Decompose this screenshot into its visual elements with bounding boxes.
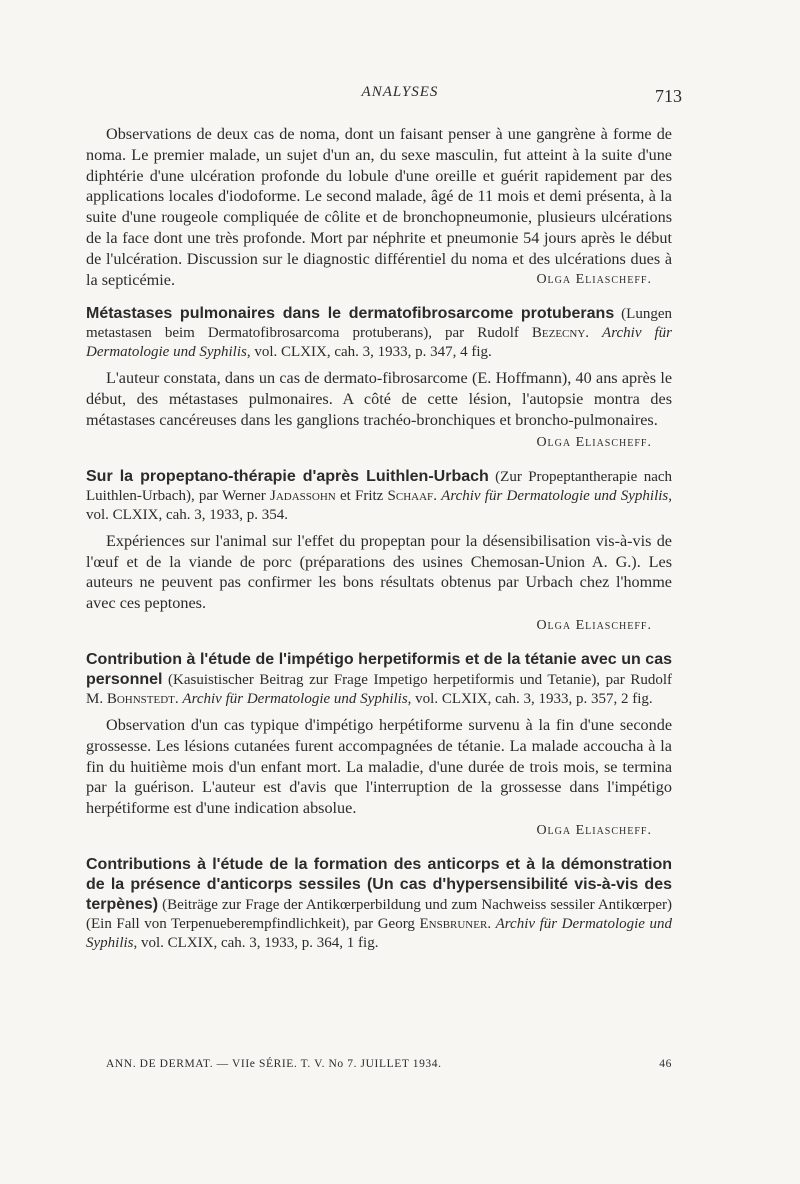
- journal-name: Archiv für Dermatologie und Syphilis: [441, 487, 669, 504]
- title-original: (Beiträge zur Frage der Antikœrperbildung und zum Nachweiss sessiler Antikœrper) (Ein Fall von Terpenueberempfindlichkeit), par Georg: [86, 896, 672, 932]
- page-content: [86, 124, 672, 953]
- title-original: (Zur Propeptantherapie nach Luithlen-Urbach), par Werner: [86, 468, 673, 504]
- title-main: Sur la propeptano-thérapie d'après Luithlen-Urbach: [86, 467, 489, 485]
- author-name: Bohnstedt: [106, 690, 175, 707]
- separator: .: [487, 915, 496, 932]
- journal-name: Archiv für Dermatologie und Syphilis: [182, 690, 408, 707]
- article-title: [86, 650, 672, 709]
- article-signature: Olga Eliascheff.: [536, 434, 652, 450]
- title-original: (Lungen metastasen beim Dermatofibrosarcoma protuberans), par Rudolf: [86, 306, 672, 342]
- title-main: Contributions à l'étude de la formation des anticorps et à la démonstration de la présence d'anticorps sessiles (Un cas d'hypersensibilité vis-à-vis des terpènes): [86, 855, 672, 913]
- author-name: Ensbruner: [419, 915, 488, 932]
- title-original: (Kasuistischer Beitrag zur Frage Impetigo herpetiformis und Tetanie), par Rudolf M.: [86, 671, 672, 707]
- article-title: [86, 855, 672, 953]
- running-head: ANALYSES: [361, 84, 439, 100]
- separator: .: [433, 487, 442, 504]
- article-signature: Olga Eliascheff.: [536, 617, 652, 633]
- journal-name: Archiv für Dermatologie und Syphilis: [86, 915, 672, 951]
- article-body: Observation d'un cas typique d'impétigo herpétiforme survenu à la fin d'une seconde grossesse. Les lésions cutanées furent accompagnées de tétanie. La malade accoucha à la fin du huitième mois d'un enfant mort. La maladie, d'une durée de trois mois, se termina par la guérison. L'auteur est d'avis que l'interruption de la grossesse dans l'impétigo herpétiforme est d'une indication absolue.: [86, 715, 672, 818]
- title-main: Métastases pulmonaires dans le dermatofibrosarcome protuberans: [86, 305, 615, 323]
- article-signature: Olga Eliascheff.: [536, 822, 652, 838]
- article-body: Expériences sur l'animal sur l'effet du propeptan pour la désensibilisation vis-à-vis de l'œuf et de la viande de porc (préparations des usines Chemosan-Union A. G.). Les auteurs ne peuvent pas confirmer les bons résultats obtenus par Urbach chez l'homme avec ces peptones.: [86, 531, 672, 613]
- separator: .: [174, 690, 183, 707]
- article-impetigo: [86, 650, 672, 841]
- author-name: Jadassohn: [270, 487, 336, 504]
- separator: et Fritz: [335, 487, 388, 504]
- title-main: Contribution à l'étude de l'impétigo herpetiformis et de la tétanie avec un cas personnel: [86, 650, 672, 688]
- separator: .: [585, 325, 603, 342]
- reference: , vol. CLXIX, cah. 3, 1933, p. 364, 1 fig.: [133, 934, 379, 951]
- article-anticorps: [86, 855, 672, 953]
- reference: , vol. CLXIX, cah. 3, 1933, p. 354.: [86, 487, 673, 523]
- journal-name: Archiv für Dermatologie und Syphilis: [86, 325, 672, 361]
- intro-abstract: Observations de deux cas de noma, dont un faisant penser à une gangrène à forme de noma. Le premier malade, un sujet d'un an, du sexe masculin, fut atteint à la suite d'une diphtérie d'une ulcération profonde du lobule d'une oreille et guérit rapidement par des applications locales d'iodoforme. Le second malade, âgé de 11 mois et demi présenta, à la suite d'une rougeole compliquée de côlite et de bronchopneumonie, plusieurs ulcérations de la face dont une très profonde. Mort par néphrite et pneumonie 54 jours après le début de l'ulcération. Discussion sur le diagnostic différentiel du noma et des ulcérations dues à la septicémie.: [86, 125, 672, 289]
- reference: , vol. CLXIX, cah. 3, 1933, p. 357, 2 fig.: [407, 690, 653, 707]
- author-name: Bezecny: [531, 325, 586, 342]
- footer-signature-mark: 46: [659, 1058, 672, 1070]
- article-metastases: [86, 304, 672, 452]
- page-footer: [106, 1058, 672, 1070]
- footer-journal-info: ANN. DE DERMAT. — VIIe SÉRIE. T. V. No 7. JUILLET 1934.: [106, 1058, 442, 1070]
- article-propeptano: [86, 467, 672, 636]
- reference: , vol. CLXIX, cah. 3, 1933, p. 347, 4 fig.: [246, 344, 492, 361]
- article-body: L'auteur constata, dans un cas de dermato-fibrosarcome (E. Hoffmann), 40 ans après le début, des métastases pulmonaires. A côté de cette lésion, l'autopsie montra des métastases cancéreuses dans les ganglions trachéo-bronchiques et broncho-pulmonaires.: [86, 369, 672, 429]
- article-title: [86, 304, 672, 362]
- page-number: 713: [655, 86, 682, 106]
- intro-signature: Olga Eliascheff.: [536, 272, 652, 288]
- author2-name: Schaaf: [387, 487, 434, 504]
- article-title: [86, 467, 672, 525]
